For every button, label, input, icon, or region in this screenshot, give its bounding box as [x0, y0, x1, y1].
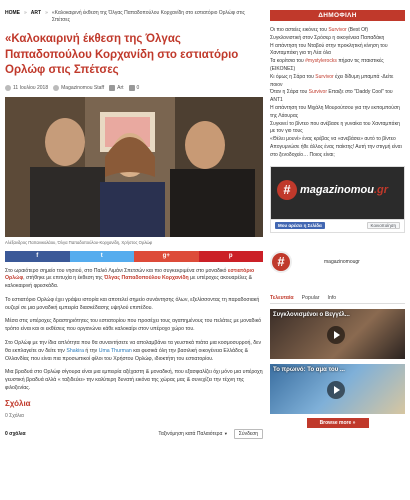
- clock-icon: [5, 85, 11, 91]
- popular-heading: ΔΗΜΟΦΙΛΗ: [270, 10, 405, 21]
- text-span[interactable]: Τα κορίτσια του: [270, 58, 306, 65]
- article-paragraph: Μια βραδυά στο Ορλώφ σίγουρα είναι μια εμπειρία αξέχαστη & μοναδική, που εξασφαλίζει όχι μόνο μια υπέροχη γευστική βραδυά αλλά « ταξιδεύει» την καλύτερη δυνατή εικόνα της χώρας μας & συνεχίζει την τέχνη της φιλοξενίας.: [5, 369, 263, 392]
- popular-item[interactable]: [270, 27, 405, 35]
- popular-item[interactable]: [270, 74, 405, 90]
- text-span[interactable]: πήραν τις πταιστικές (ΕΙΚΟΝΕΣ): [270, 58, 384, 72]
- article-title: «Καλοκαιρινή έκθεση της Όλγας Παπαδοπούλου Κορχανίδη στο εστιατόριο Ορλώφ στις Σπέτσες: [5, 33, 239, 76]
- share-twitter-button[interactable]: [70, 251, 135, 262]
- chevron-down-icon: ▼: [223, 430, 228, 436]
- share-google-button[interactable]: [134, 251, 199, 262]
- video-thumbnail[interactable]: [270, 309, 405, 359]
- orlof-link[interactable]: εστιατόριο Ορλώφ: [5, 267, 255, 282]
- video-title: Συγκλονισμένοι ο Βεγγέλ...: [273, 311, 350, 318]
- facebook-icon: f: [36, 253, 39, 259]
- artist-link[interactable]: Όλγας Παπαδοπούλου Κορχανίδη: [104, 275, 189, 282]
- text-span[interactable]: Απογυμνώσε ήθε άλλος ένας παίκτης! Αυτή την στιγμή είναι στο ξενοδοχείο… Ποιος είναι;: [270, 143, 402, 158]
- avatar[interactable]: #: [270, 251, 292, 273]
- article-category-text[interactable]: Art: [117, 84, 124, 91]
- highlight-span[interactable]: Survivor: [315, 73, 334, 80]
- popular-item[interactable]: [270, 105, 405, 121]
- text-span[interactable]: Επαιξε στο "Daddy Cool" του ANT1: [270, 89, 393, 104]
- share-facebook-button[interactable]: [5, 251, 70, 262]
- comments-heading: Σχόλια: [5, 398, 31, 408]
- article-meta: [5, 85, 263, 91]
- text-span[interactable]: (Best Of): [346, 27, 369, 33]
- highlight-span[interactable]: #mystylerocks: [305, 58, 337, 65]
- tab-info[interactable]: Info: [327, 294, 337, 301]
- popular-list: [270, 27, 405, 160]
- text-span: με υπέροχες ακουαρέλες & καλοκαιρινή φρεσκάδα.: [5, 275, 253, 290]
- facebook-page-widget: [270, 166, 405, 233]
- instagram-widget: [270, 251, 405, 428]
- google-plus-icon: g+: [162, 253, 170, 259]
- breadcrumb-section[interactable]: ART: [30, 10, 42, 16]
- facebook-share-button[interactable]: Κοινοποίηση: [367, 222, 400, 229]
- text-span[interactable]: Συγκινεί το βίντεο που ανέβασε η γυναίκα του Χανταμπάκη με τον γιο τους: [270, 120, 400, 135]
- text-span[interactable]: Κι όμως η Σάρα του: [270, 73, 316, 80]
- share-bar: [5, 251, 263, 262]
- popular-item[interactable]: [270, 89, 405, 105]
- photo-illustration: [5, 97, 263, 237]
- logo-name: magazinomou: [300, 183, 374, 196]
- video-thumbnail[interactable]: [270, 364, 405, 414]
- popular-item[interactable]: [270, 121, 405, 137]
- article-body: [5, 268, 263, 393]
- article-category[interactable]: [109, 85, 123, 91]
- comments-total: 0 σχόλια: [5, 430, 26, 437]
- comments-count: 0 Σχόλια: [5, 412, 24, 419]
- instagram-tabs: [270, 295, 405, 304]
- breadcrumb-separator: »: [45, 10, 48, 16]
- article-paragraph: Το εστιατόριο Ορλώφ έχει γράψει ιστορία και αποτελεί σημείο συνάντησης όλων, εξελίσσοντας τη παραδοσιακή ουζερί σε μια μοναδική εμπειρία διασκέδασης υψηλού επιπέδου.: [5, 296, 260, 311]
- logo-suffix: .gr: [373, 183, 389, 196]
- article-paragraph: [5, 268, 263, 291]
- facebook-page-banner[interactable]: [271, 167, 404, 219]
- sort-value[interactable]: Παλαιότερα: [196, 430, 223, 437]
- text-span[interactable]: «Θέλει μουνί» ένας κρέβας να «ανεβάσει» αυτό το βίντεο: [270, 136, 396, 143]
- text-span: Στο ωραιότερο σημείο του νησιού, στο Παλιό Λιμάνι Σπετσών και πιο συγκεκριμένα στο μοναδικό: [5, 267, 228, 274]
- instagram-header: [270, 251, 405, 273]
- comment-icon: [129, 85, 135, 91]
- share-pinterest-button[interactable]: [199, 251, 264, 262]
- twitter-icon: t: [100, 253, 103, 259]
- hashtag-icon: #: [277, 180, 297, 200]
- facebook-page-actions: [271, 219, 404, 232]
- magazinomou-logo: [277, 180, 388, 200]
- text-span: και φυσικά όλη την βασιλική οικογένεια Ελλάδος & Ολλανδίας που είναι πια προσωπικοί φίλοι του Χρήστου Ορλώφ, ιδιοκτήτη του εστιατορίου.: [5, 347, 249, 362]
- shakira-link[interactable]: Shakira: [66, 347, 84, 354]
- breadcrumb: [5, 10, 263, 24]
- user-icon: [53, 85, 59, 91]
- instagram-username[interactable]: magazinomougr: [324, 258, 360, 265]
- text-span[interactable]: Όταν η Σάρα του: [270, 89, 309, 96]
- breadcrumb-separator: »: [24, 10, 27, 16]
- logo-text: [300, 184, 388, 196]
- text-span[interactable]: Η απάντηση του Νταβού στην προκλητική κίνηση του Χανταμπάκη για τη Λέα όλα: [270, 42, 388, 57]
- photo-caption: Αλέξανδρος Παπανικολάου, Όλγα Παπαδοπούλου-Κορχανίδη, Χρήστος Ορλώφ: [5, 239, 153, 245]
- text-span[interactable]: Συγκλονιστική στον Σρόσερ η οικογένεια Παπαδάκη: [270, 34, 385, 41]
- popular-item[interactable]: [270, 144, 405, 160]
- article-paragraph: Μέσα στις υπέροχες δραστηριότητες του εστιατορίου που προσέχει τους αγαπημένους του πελάτες με μοναδικό τρόπο είναι και οι εκθέσεις που οργανώνει κάθε καλοκαίρι στον υπέροχο χώρο του.: [5, 318, 262, 333]
- article-comments-meta[interactable]: [129, 85, 140, 91]
- text-span[interactable]: Οι πιο αστείες εικόνες του: [270, 27, 329, 33]
- article-date: [5, 85, 48, 91]
- article-photo: [5, 97, 263, 237]
- login-button[interactable]: Σύνδεση: [234, 429, 263, 439]
- comments-toolbar: [5, 429, 263, 439]
- video-title: Το πρωινό: Το αμα του ...: [273, 366, 345, 373]
- sort-label: Ταξινόμηση κατά: [158, 430, 196, 437]
- tab-popular[interactable]: Popular: [301, 294, 320, 301]
- main-column: [5, 10, 263, 439]
- article-author-text[interactable]: Magazinomou Staff: [61, 84, 105, 91]
- highlight-span[interactable]: Survivor: [308, 89, 327, 96]
- highlight-span[interactable]: Survivor: [328, 27, 347, 33]
- uma-thurman-link[interactable]: Uma Thurman: [98, 347, 132, 354]
- article-paragraph: [5, 340, 263, 363]
- sidebar: [270, 10, 405, 428]
- facebook-like-button[interactable]: Μου αρέσει η Σελίδα: [275, 222, 325, 229]
- breadcrumb-home[interactable]: HOME: [5, 10, 20, 16]
- text-span: ή την: [83, 347, 99, 354]
- popular-item[interactable]: [270, 35, 405, 43]
- popular-item[interactable]: [270, 136, 405, 144]
- text-span[interactable]: έχει δίδυμη μπαμπά -Δείτε ποιον: [270, 73, 394, 88]
- folder-icon: [109, 85, 115, 91]
- comments-sort[interactable]: [158, 431, 227, 437]
- breadcrumb-current: «Καλοκαιρινή έκθεση της Όλγας Παπαδοπούλου Κορχανίδη στο εστιατόριο Ορλώφ στις Σπέτσες: [51, 10, 245, 23]
- tab-latest[interactable]: Τελευταία: [270, 294, 294, 301]
- play-icon[interactable]: [327, 381, 345, 399]
- text-span: Στο Ορλώφ με την ίδια απλότητα που θα συναντήσετε να απολαμβάνει τα γευστικά πιάτα μια κοσμοσυρροή, δεν θα εκπλαγείτε αν δείτε την: [5, 340, 262, 354]
- article-date-text: 11 Ιουλίου 2018: [13, 84, 49, 91]
- popular-item[interactable]: [270, 43, 405, 59]
- popular-item[interactable]: [270, 58, 405, 74]
- text-span: , στήθηκε με επιτυχία η έκθεση της: [23, 275, 105, 282]
- article-comments-meta-text[interactable]: 0: [136, 84, 140, 91]
- pinterest-icon: p: [228, 253, 233, 259]
- article-author[interactable]: [53, 85, 104, 91]
- text-span[interactable]: Η απάντηση του Μιχάλη Μουρούτσου για την εκπομπούση της Λάουρας: [270, 104, 400, 119]
- browse-more-button[interactable]: Browse more »: [307, 418, 369, 428]
- play-icon[interactable]: [327, 326, 345, 344]
